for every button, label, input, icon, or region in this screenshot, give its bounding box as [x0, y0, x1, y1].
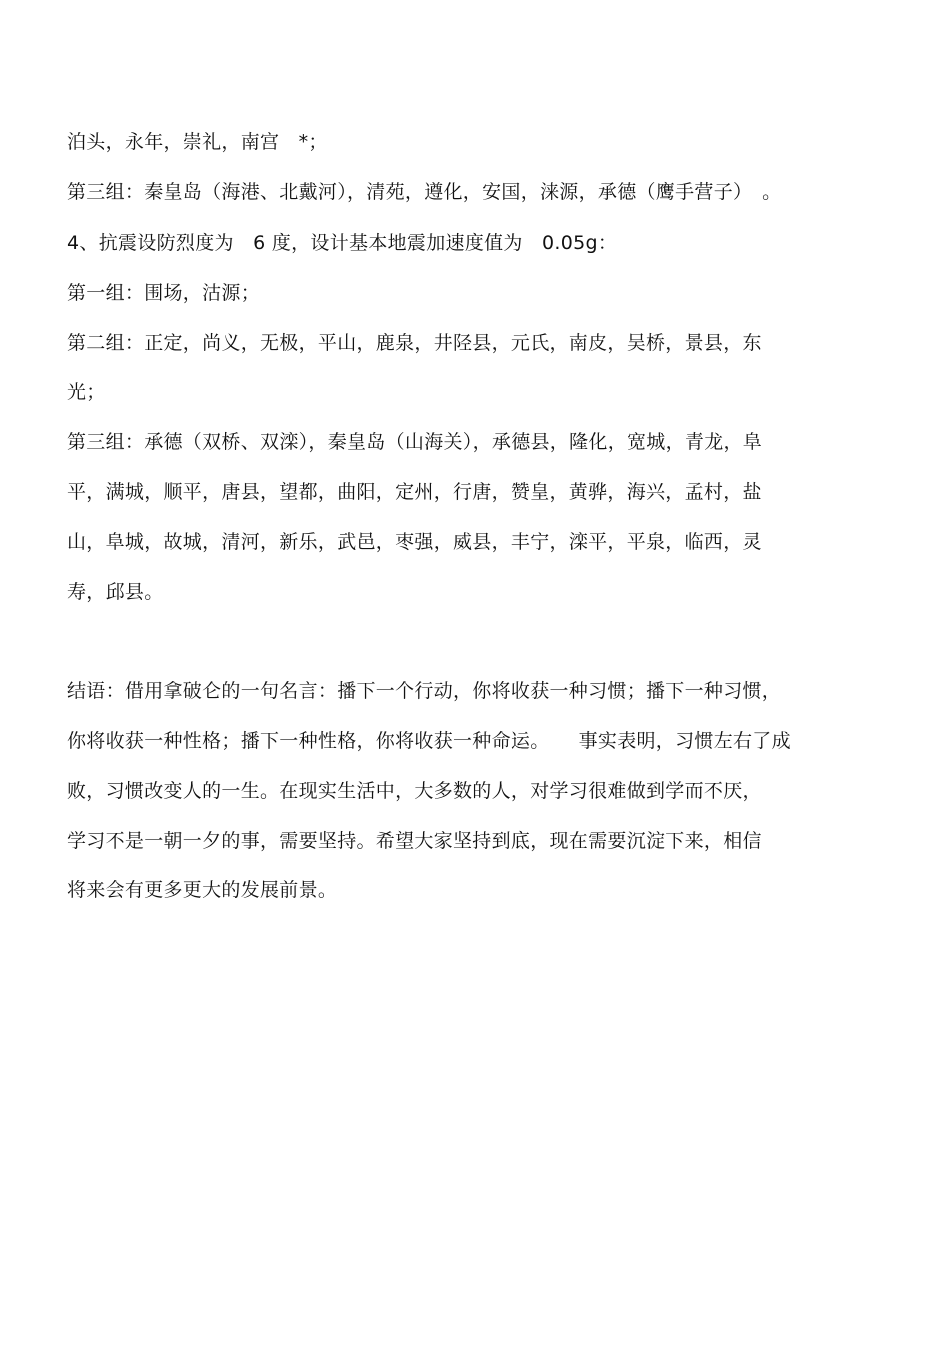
conclusion-line-2: 你将收获一种性格；播下一种性格，你将收获一种命运。 事实表明，习惯左右了成	[67, 730, 791, 752]
text-line-group3-qinhuangdao: 第三组：秦皇岛（海港、北戴河），清苑，遵化，安国，涞源，承德（鹰手营子） 。	[67, 181, 782, 203]
group3-line-2: 平，满城，顺平，唐县，望都，曲阳，定州，行唐，赞皇，黄骅，海兴，孟村，盐	[67, 481, 762, 503]
conclusion-line-4: 学习不是一朝一夕的事，需要坚持。希望大家坚持到底，现在需要沉淀下来，相信	[67, 830, 762, 852]
group2-line-1: 第二组：正定，尚义，无极，平山，鹿泉，井陉县，元氏，南皮，吴桥，景县，东	[67, 332, 762, 354]
group3-line-3: 山，阜城，故城，清河，新乐，武邑，枣强，威县，丰宁，滦平，平泉，临西，灵	[67, 531, 762, 553]
group1-line: 第一组：围场，沽源；	[67, 282, 261, 304]
conclusion-line-1: 结语：借用拿破仑的一句名言：播下一个行动，你将收获一种习惯；播下一种习惯，	[67, 680, 782, 702]
conclusion-line-3: 败，习惯改变人的一生。在现实生活中，大多数的人，对学习很难做到学而不厌，	[67, 780, 762, 802]
group3-line-1: 第三组：承德（双桥、双滦），秦皇岛（山海关），承德县，隆化，宽城，青龙，阜	[67, 431, 763, 453]
section-4-heading: 4、抗震设防烈度为 6 度，设计基本地震加速度值为 0.05g：	[67, 232, 618, 254]
text-line-cities-cont: 泊头，永年，崇礼，南宫 *；	[67, 131, 328, 153]
group3-line-4: 寿，邱县。	[67, 581, 164, 603]
conclusion-line-5: 将来会有更多更大的发展前景。	[67, 879, 338, 901]
group2-line-2: 光；	[67, 381, 106, 403]
